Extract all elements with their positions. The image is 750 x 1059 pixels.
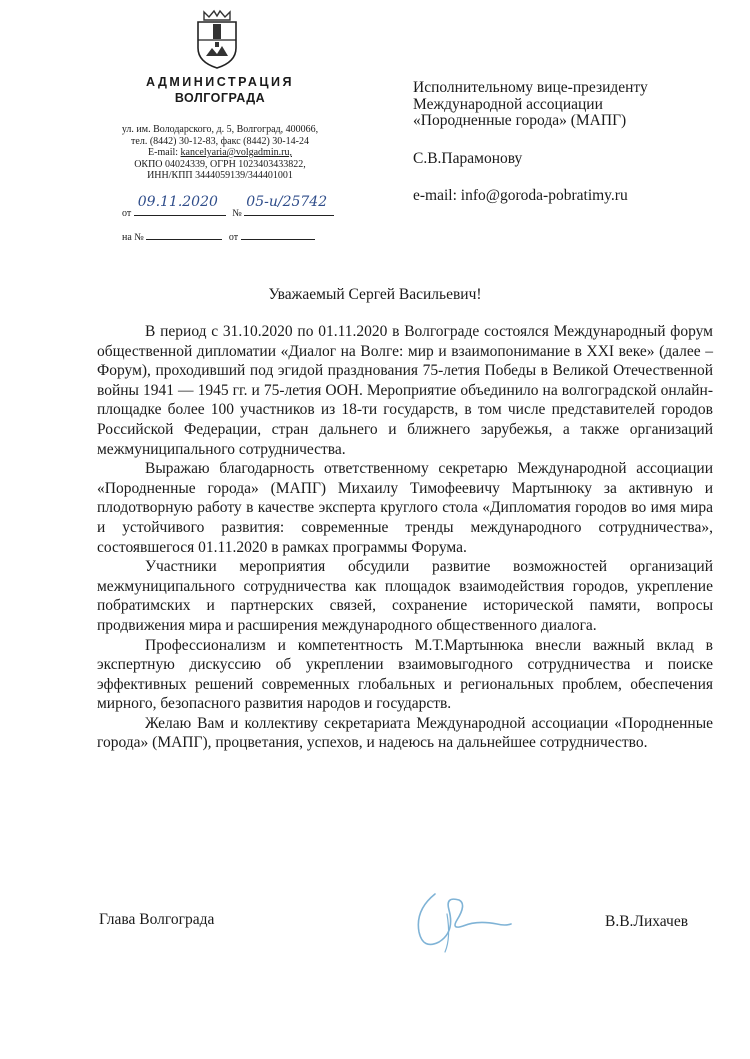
reply-line [122, 228, 315, 243]
org-email-line [100, 147, 340, 159]
volgograd-coat-of-arms-icon [194, 8, 240, 70]
handwritten-signature-icon [405, 880, 515, 960]
reply-date-field [241, 228, 315, 240]
paragraph-1: В период с 31.10.2020 по 01.11.2020 в Волгограде состоялся Международный форум общественной дипломатии «Диалог на Волге: мир и взаимопонимание в XXI веке» (далее – Форум), проходивший под эгидой празднования 75-летия Победы в Великой Отечественной войны 1941 — 1945 гг. и 75-летия ООН. Мероприятие объединило на волгоградской онлайн-площадке более 100 участников из 18-ти государств, в том числе представителей городов Российской Федерации, стран дальнего и ближнего зарубежья, а также организаций межмуниципального сотрудничества. [97, 323, 713, 458]
org-name: АДМИНИСТРАЦИЯ [145, 75, 295, 89]
paragraph-3: Участники мероприятия обсудили развитие возможностей организаций межмуниципального сотрудничества как площадок взаимодействия городов, укрепление побратимских и партнерских связей, сохранение исторической памяти, вопросы продвижения мира и расширения международного общественного диалога. [97, 558, 713, 634]
recipient-name: С.В.Парамонову [413, 149, 523, 167]
date-field [134, 194, 226, 216]
reply-date-label: от [228, 232, 239, 243]
date-label: от [122, 208, 132, 219]
registration-line [122, 194, 334, 219]
recipient-line-1: Исполнительному вице-президенту [413, 79, 648, 96]
letter-body [97, 322, 713, 753]
reply-number-label: на № [122, 232, 144, 243]
signatory-role: Глава Волгограда [99, 911, 215, 928]
org-email-label: E-mail: [148, 147, 181, 158]
org-email: kancelyaria@volgadmin.ru, [180, 147, 292, 158]
number-handwritten: 05-и/25742 [246, 194, 328, 210]
paragraph-5: Желаю Вам и коллективу секретариата Международной ассоциации «Породненные города» (МАПГ), процветания, успехов, и надеюсь на дальнейшее сотрудничество. [97, 714, 713, 752]
org-address: ул. им. Володарского, д. 5, Волгоград, 400066, [121, 124, 319, 135]
org-okpo: ОКПО 04024339, ОГРН 1023403433822, [134, 158, 306, 170]
salutation: Уважаемый Сергей Васильевич! [268, 286, 482, 303]
org-inn: ИНН/КПП 3444059139/344401001 [147, 170, 293, 181]
recipient-email: e-mail: info@goroda-pobratimy.ru [413, 187, 628, 204]
signatory-name: В.В.Лихачев [605, 913, 689, 930]
number-label: № [232, 208, 242, 219]
recipient-line-2: Международной ассоциации [413, 95, 603, 113]
recipient-block [413, 80, 733, 205]
reply-number-field [146, 228, 222, 240]
date-handwritten: 09.11.2020 [137, 194, 218, 210]
org-phone: тел. (8442) 30-12-83, факс (8442) 30-14-24 [131, 135, 309, 147]
paragraph-4: Профессионализм и компетентность М.Т.Мартынюка внесли важный вклад в экспертную дискуссию об укреплении взаимовыгодного сотрудничества и поиске эффективных решений современных глобальных и региональных проблем, обеспечения мирного, безопасного развития народов и государств. [97, 636, 713, 713]
org-city: ВОЛГОГРАДА [174, 91, 266, 105]
paragraph-2: Выражаю благодарность ответственному секретарю Международной ассоциации «Породненные города» (МАПГ) Михаилу Тимофеевичу Мартынюку за активную и плодотворную работу в качестве эксперта круглого стола «Дипломатия городов во имя мира и устойчивого развития: современные тренды международного сотрудничества», состоявшегося 01.11.2020 в рамках программы Форума. [97, 460, 713, 556]
recipient-title [413, 80, 733, 130]
number-field [244, 194, 334, 216]
recipient-line-3: «Породненные города» (МАПГ) [413, 112, 627, 129]
org-contact-details [100, 124, 340, 182]
